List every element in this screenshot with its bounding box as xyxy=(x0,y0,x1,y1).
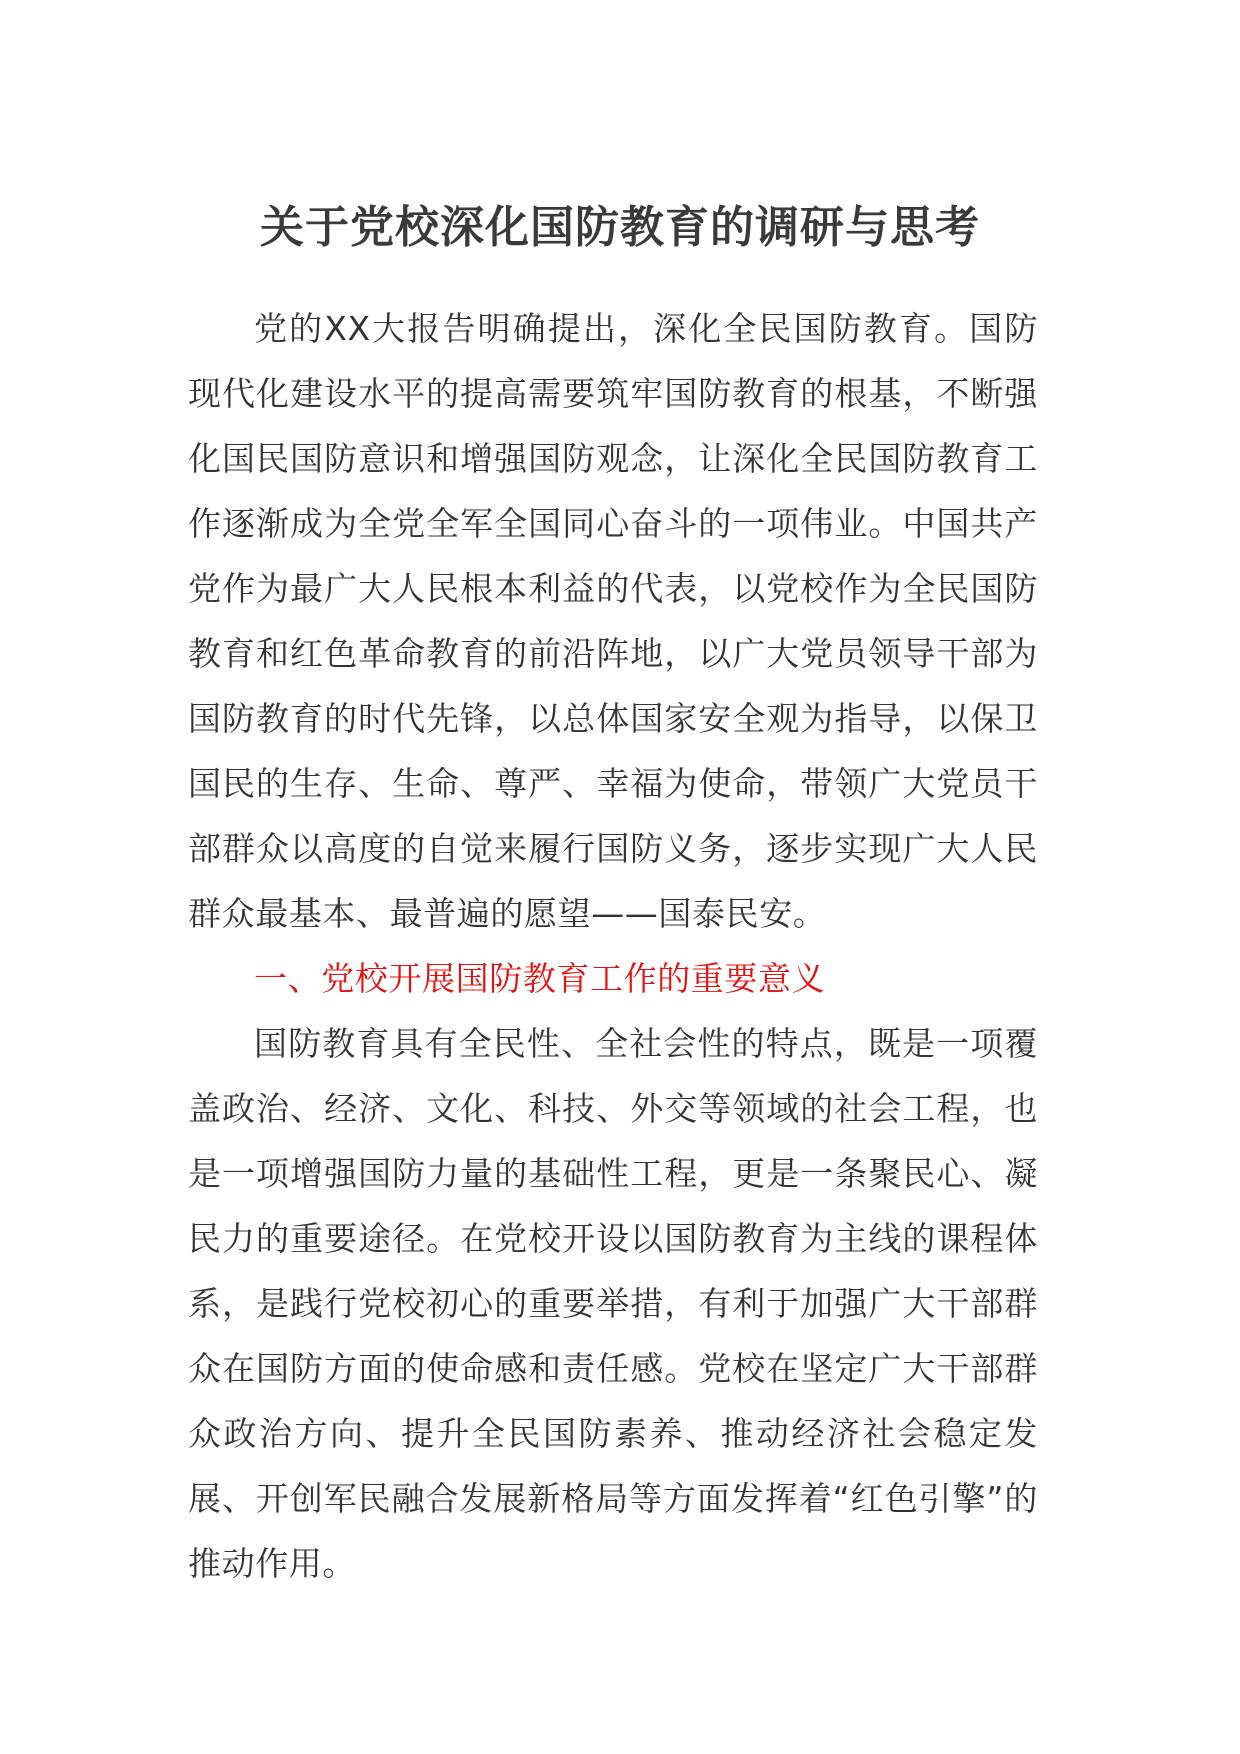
document-title: 关于党校深化国防教育的调研与思考 xyxy=(260,202,980,253)
paragraph-significance: 国防教育具有全民性、全社会性的特点，既是一项覆盖政治、经济、文化、科技、外交等领域的社会工程，也是一项增强国防力量的基础性工程，更是一条聚民心、凝民力的重要途径。在党校开设以国防教育为主线的课程体系，是践行党校初心的重要举措，有利于加强广大干部群众在国防方面的使命感和责任感。党校在坚定广大干部群众政治方向、提升全民国防素养、推动经济社会稳定发展、开创军民融合发展新格局等方面发挥着“红色引擎”的推动作用。 xyxy=(188,1024,1038,1583)
paragraph-intro: 党的XX大报告明确提出，深化全民国防教育。国防现代化建设水平的提高需要筑牢国防教育的根基，不断强化国民国防意识和增强国防观念，让深化全民国防教育工作逐渐成为全党全军全国同心奋斗的一项伟业。中国共产党作为最广大人民根本利益的代表，以党校作为全民国防教育和红色革命教育的前沿阵地，以广大党员领导干部为国防教育的时代先锋，以总体国家安全观为指导，以保卫国民的生存、生命、尊严、幸福为使命，带领广大党员干部群众以高度的自觉来履行国防义务，逐步实现广大人民群众最基本、最普遍的愿望——国泰民安。 xyxy=(188,309,1038,933)
section-heading-1: 一、党校开展国防教育工作的重要意义 xyxy=(254,959,826,998)
